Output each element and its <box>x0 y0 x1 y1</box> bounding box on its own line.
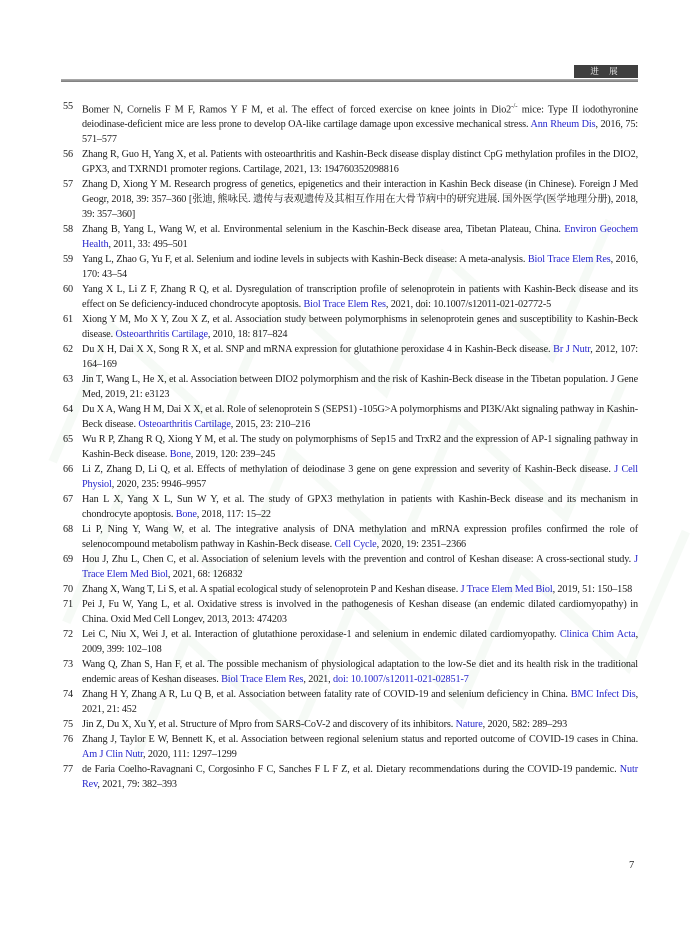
journal-link[interactable]: J Cell Physiol <box>82 464 638 491</box>
reference-item <box>63 177 638 222</box>
reference-number: 77 <box>63 764 73 776</box>
reference-text: Zhang H Y, Zhang A R, Lu Q B, et al. Association between fatality rate of COVID-19 and selenium deficiency in China. <box>82 689 571 701</box>
reference-text: , 2016, 170: 43–54 <box>82 254 638 281</box>
reference-item <box>63 762 638 792</box>
reference-number: 70 <box>63 584 73 596</box>
reference-item <box>63 99 638 147</box>
journal-link[interactable]: J Trace Elem Med Biol <box>82 554 638 581</box>
journal-link[interactable]: Osteoarthritis Cartilage <box>138 419 231 431</box>
reference-number: 75 <box>63 719 73 731</box>
header-rule <box>61 79 638 82</box>
reference-item <box>63 342 638 372</box>
journal-link[interactable]: Biol Trace Elem Res <box>527 254 611 266</box>
reference-text: de Faria Coelho-Ravagnani C, Corgosinho F C, Sanches F L F Z, et al. Dietary recommendations during the COVID-19 pandemic. <box>82 764 620 776</box>
reference-text: Zhang R, Guo H, Yang X, et al. Patients with osteoarthritis and Kashin-Beck disease display distinct CpG methylation profiles in the DIO2, GPX3, and TXRND1 promoter regions. Cartilage, 2021, 13: 194760352098816 <box>82 149 638 176</box>
journal-link[interactable]: Nature <box>455 719 483 731</box>
reference-item <box>63 732 638 762</box>
reference-number: 76 <box>63 734 73 746</box>
reference-number: 64 <box>63 404 73 416</box>
reference-text: Pei J, Fu W, Yang L, et al. Oxidative stress is involved in the pathogenesis of Keshan disease (an endemic dilated cardiomyopathy) in China. Oxid Med Cell Longev, 2013, 2013: 474203 <box>82 599 638 626</box>
reference-text: , 2021, doi: 10.1007/s12011-021-02772-5 <box>385 299 552 311</box>
reference-item <box>63 312 638 342</box>
journal-link[interactable]: BMC Infect Dis <box>570 689 636 701</box>
reference-text: , 2021, <box>303 674 334 686</box>
reference-text: , 2019, 51: 150–158 <box>552 584 633 596</box>
journal-link[interactable]: Clinica Chim Acta <box>559 629 636 641</box>
section-badge: 进 展 <box>574 65 638 78</box>
reference-text: Li P, Ning Y, Wang W, et al. The integrative analysis of DNA methylation and mRNA expression profiles confirmed the role of selenocompound metabolism pathway in Kashin-Beck disease. <box>82 524 638 551</box>
reference-text: Han L X, Yang X L, Sun W Y, et al. The study of GPX3 methylation in patients with Kashin-Beck disease and its mechanism in chondrocyte apoptosis. <box>82 494 638 521</box>
reference-number: 69 <box>63 554 73 566</box>
reference-text: , 2012, 107: 164–169 <box>82 344 639 371</box>
journal-link[interactable]: J Trace Elem Med Biol <box>460 584 553 596</box>
reference-text: Zhang D, Xiong Y M. Research progress of genetics, epigenetics and their interaction in Kashin Beck disease (in Chinese). Foreign J Med Geogr, 2018, 39: 357–360 [张迪, 熊咏民. 遗传与表观遗传及其相互作用在大骨节病中的研究进展. 国外医学(医学地理分册), 2018, 39: 357–360] <box>82 179 638 221</box>
reference-text: , 2020, 235: 9946–9957 <box>111 479 207 491</box>
reference-text: , 2021, 79: 382–393 <box>97 779 177 791</box>
reference-number: 65 <box>63 434 73 446</box>
reference-text: , 2021, 21: 452 <box>82 689 638 716</box>
reference-text: Jin Z, Du X, Xu Y, et al. Structure of Mpro from SARS-CoV-2 and discovery of its inhibitors. <box>82 719 456 731</box>
reference-number: 56 <box>63 149 73 161</box>
reference-number: 55 <box>63 101 73 112</box>
reference-number: 61 <box>63 314 73 326</box>
reference-item <box>63 552 638 582</box>
reference-text: , 2019, 120: 239–245 <box>190 449 276 461</box>
journal-link[interactable]: Biol Trace Elem Res <box>303 299 386 311</box>
reference-text: Du X A, Wang H M, Dai X X, et al. Role of selenoprotein S (SEPS1) -105G>A polymorphisms and PI3K/Akt signaling pathway in Kashin-Beck disease. <box>82 404 638 431</box>
reference-item <box>63 402 638 432</box>
reference-text: , 2016, 75: 571–577 <box>82 119 638 146</box>
reference-number: 59 <box>63 254 73 266</box>
reference-item <box>63 462 638 492</box>
reference-text: , 2021, 68: 126832 <box>167 569 243 581</box>
reference-text: , 2020, 111: 1297–1299 <box>143 749 237 761</box>
reference-text: , 2018, 117: 15–22 <box>196 509 271 521</box>
journal-link[interactable]: Bone <box>169 449 191 461</box>
reference-number: 57 <box>63 179 73 191</box>
reference-text: , 2011, 33: 495–501 <box>108 239 188 251</box>
reference-text: Yang X L, Li Z F, Zhang R Q, et al. Dysregulation of transcription profile of selenoprotein in patients with Kashin-Beck disease and its effect on Se deficiency-induced chondrocyte apoptosis. <box>82 284 638 311</box>
reference-text: Lei C, Niu X, Wei J, et al. Interaction of glutathione peroxidase-1 and selenium in endemic dilated cardiomyopathy. <box>82 629 560 641</box>
reference-text: Zhang J, Taylor E W, Bennett K, et al. Association between regional selenium status and reported outcome of COVID-19 cases in China. <box>82 734 638 746</box>
journal-link[interactable]: Cell Cycle <box>334 539 377 551</box>
reference-text: , 2015, 23: 210–216 <box>230 419 311 431</box>
journal-link[interactable]: Environ Geochem Health <box>82 224 639 251</box>
reference-item <box>63 492 638 522</box>
reference-text: Yang L, Zhao G, Yu F, et al. Selenium and iodine levels in subjects with Kashin-Beck disease: A meta-analysis. <box>82 254 528 266</box>
reference-item <box>63 432 638 462</box>
reference-text: Bomer N, Cornelis F M F, Ramos Y F M, et al. The effect of forced exercise on knee joints in Dio2 <box>82 104 512 116</box>
reference-text: Du X H, Dai X X, Song R X, et al. SNP and mRNA expression for glutathione peroxidase 4 in Kashin-Beck disease. <box>82 344 554 356</box>
reference-item <box>63 687 638 717</box>
reference-number: 68 <box>63 524 73 536</box>
reference-number: 62 <box>63 344 73 356</box>
reference-number: 72 <box>63 629 73 641</box>
reference-text: , 2009, 399: 102–108 <box>82 629 638 656</box>
doi-link[interactable]: doi: 10.1007/s12011-021-02851-7 <box>333 674 469 686</box>
reference-text: Xiong Y M, Mo X Y, Zou X Z, et al. Association study between polymorphisms in selenoprotein genes and susceptibility to Kashin-Beck disease. <box>82 314 638 341</box>
reference-list <box>63 99 638 792</box>
reference-item <box>63 372 638 402</box>
reference-text: Zhang B, Yang L, Wang W, et al. Environmental selenium in the Kaschin-Beck disease area, Tibetan Plateau, China. <box>82 224 565 236</box>
reference-item <box>63 582 638 597</box>
journal-link[interactable]: Ann Rheum Dis <box>530 119 596 131</box>
reference-text: Wu R P, Zhang R Q, Xiong Y M, et al. The study on polymorphisms of Sep15 and TrxR2 and the expression of AP-1 signaling pathway in Kashin-Beck disease. <box>82 434 638 461</box>
reference-item <box>63 627 638 657</box>
reference-item <box>63 252 638 282</box>
reference-item <box>63 222 638 252</box>
reference-number: 66 <box>63 464 73 476</box>
reference-item <box>63 522 638 552</box>
reference-number: 63 <box>63 374 73 386</box>
reference-item <box>63 657 638 687</box>
superscript-text: -/- <box>511 103 518 110</box>
reference-text: , 2010, 18: 817–824 <box>207 329 288 341</box>
journal-link[interactable]: Am J Clin Nutr <box>82 749 144 761</box>
reference-number: 71 <box>63 599 73 611</box>
reference-number: 58 <box>63 224 73 236</box>
reference-item <box>63 147 638 177</box>
reference-text: Zhang X, Wang T, Li S, et al. A spatial ecological study of selenoprotein P and Keshan disease. <box>82 584 461 596</box>
page-number: 7 <box>629 860 635 871</box>
journal-link[interactable]: Osteoarthritis Cartilage <box>115 329 208 341</box>
reference-number: 60 <box>63 284 73 296</box>
reference-item <box>63 282 638 312</box>
reference-text: Jin T, Wang L, He X, et al. Association between DIO2 polymorphism and the risk of Kashin-Beck disease in the Tibetan population. J Gene Med, 2019, 21: e3123 <box>82 374 638 401</box>
reference-item <box>63 717 638 732</box>
reference-number: 67 <box>63 494 73 506</box>
reference-text: , 2020, 582: 289–293 <box>482 719 568 731</box>
reference-item <box>63 597 638 627</box>
reference-number: 74 <box>63 689 73 701</box>
journal-link[interactable]: Nutr Rev <box>82 764 638 791</box>
reference-text: Li Z, Zhang D, Li Q, et al. Effects of methylation of deiodinase 3 gene on gene expression and severity of Kashin-Beck disease. <box>82 464 615 476</box>
reference-number: 73 <box>63 659 73 671</box>
reference-text: mice: Type II iodothyronine deiodinase-deficient mice are less prone to develop OA-like cartilage damage upon excessive mechanical stress. <box>82 104 639 131</box>
reference-text: Wang Q, Zhan S, Han F, et al. The possible mechanism of physiological adaptation to the low-Se diet and its health risk in the traditional endemic areas of Keshan diseases. <box>82 659 638 686</box>
journal-link[interactable]: Biol Trace Elem Res <box>221 674 304 686</box>
reference-text: , 2020, 19: 2351–2366 <box>376 539 467 551</box>
journal-link[interactable]: Bone <box>175 509 197 521</box>
journal-link[interactable]: Br J Nutr <box>553 344 591 356</box>
reference-text: Hou J, Zhu L, Chen C, et al. Association of selenium levels with the prevention and control of Keshan disease: A cross-sectional study. <box>82 554 635 566</box>
